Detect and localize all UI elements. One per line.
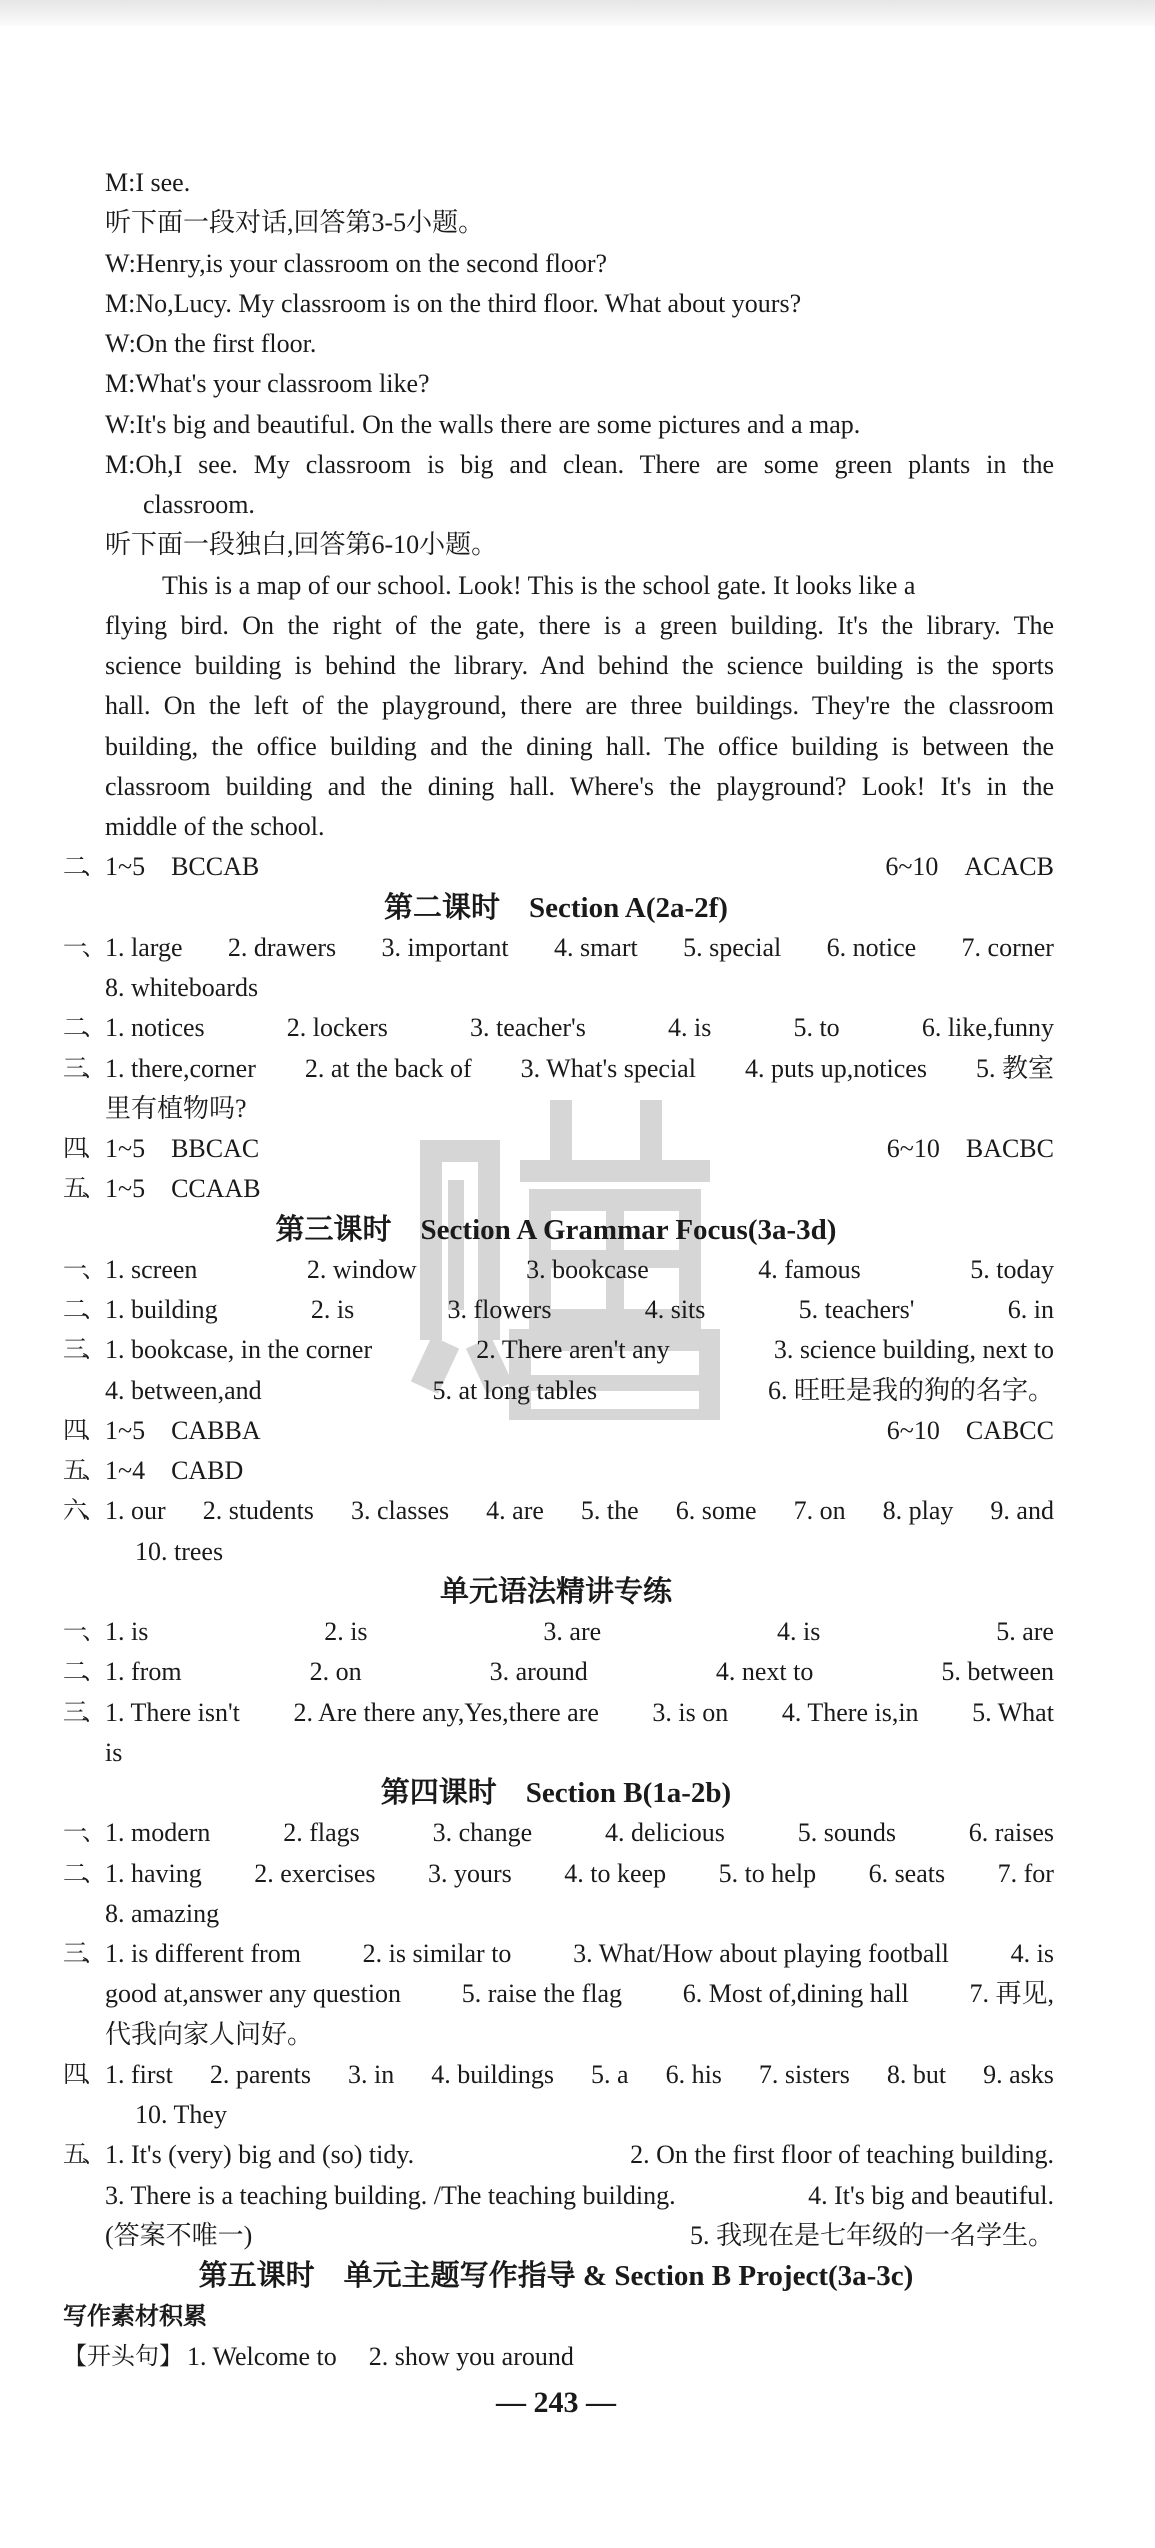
text-block xyxy=(143,485,1054,525)
text-line xyxy=(0,1491,1155,1531)
answer-item: 7. 再见, xyxy=(969,1979,1054,2009)
text-line xyxy=(0,646,1155,686)
question-number: 【开头句】 xyxy=(63,2343,183,2370)
text-block xyxy=(105,244,1054,284)
answer-item: 5. to help xyxy=(718,1858,817,1888)
answer-item: 1. notices xyxy=(105,1013,205,1043)
question-number: 二、 xyxy=(63,1297,101,1323)
section-heading: 第四课时 Section B(1a-2b) xyxy=(380,1777,732,1809)
answer-items xyxy=(105,847,1054,887)
text-line xyxy=(0,2216,1155,2256)
answer-items xyxy=(105,1411,1054,1451)
answer-item: 4. to keep xyxy=(564,1858,667,1888)
answer-item: 10. They xyxy=(135,2100,227,2129)
text-line xyxy=(0,1089,1155,1129)
text-content: 听下面一段独白,回答第6-10小题。 xyxy=(105,530,498,560)
text-content: 听下面一段对话,回答第3-5小题。 xyxy=(105,208,485,238)
answer-item: 4. is xyxy=(777,1617,821,1646)
answer-item: 3. bookcase xyxy=(526,1254,649,1284)
answer-item: 1. from xyxy=(105,1657,182,1687)
answer-item: 2. Are there any,Yes,there are xyxy=(293,1697,599,1727)
answer-item: 1~5 BCCAB xyxy=(105,852,260,882)
text-line xyxy=(0,445,1155,485)
section-heading: 第三课时 Section A Grammar Focus(3a-3d) xyxy=(275,1213,837,1246)
text-line xyxy=(0,928,1155,968)
answer-items xyxy=(105,2015,1054,2055)
text-line xyxy=(0,163,1155,203)
text-line xyxy=(0,2337,1155,2377)
question-number: 一、 xyxy=(63,1619,101,1645)
answer-items xyxy=(105,1974,1054,2014)
text-line xyxy=(0,1854,1155,1894)
question-number: 四、 xyxy=(63,1136,101,1162)
text-block xyxy=(105,686,1054,726)
answer-item: 3. yours xyxy=(428,1858,512,1888)
text-block xyxy=(105,525,1054,565)
answer-item: 4. is xyxy=(1010,1939,1054,1968)
answer-items xyxy=(105,1371,1054,1411)
text-line xyxy=(0,686,1155,726)
subsection-title: 写作素材积累 xyxy=(63,2302,207,2331)
paragraph-line: This is a map of our school. Look! This is the school gate. It looks like a xyxy=(162,570,916,600)
answer-item: 3. What's special xyxy=(520,1053,696,1083)
answer-item: 7. corner xyxy=(961,932,1054,962)
answer-items xyxy=(105,1652,1054,1692)
answer-item: 1. having xyxy=(105,1858,202,1888)
question-number: 一、 xyxy=(63,1820,101,1847)
answer-item: 2. drawers xyxy=(227,932,337,962)
answer-item: 6~10 ACACB xyxy=(885,852,1054,882)
answer-item: 1. screen xyxy=(105,1254,198,1284)
text-line xyxy=(0,1290,1155,1330)
text-line xyxy=(0,1612,1155,1652)
text-block xyxy=(105,445,1054,485)
answer-items xyxy=(105,928,1054,968)
answer-items xyxy=(105,1733,1054,1773)
answer-item: 1. there,corner xyxy=(105,1053,256,1083)
answer-item: 5. What xyxy=(972,1697,1054,1727)
text-line xyxy=(0,2296,1155,2336)
question-number: 五、 xyxy=(63,1176,101,1203)
answer-items xyxy=(105,1813,1054,1853)
text-content: M:What's your classroom like? xyxy=(105,369,430,399)
text-content: classroom building and the dining hall. Where's the playground? Look! It's in the xyxy=(105,771,1054,801)
answer-items xyxy=(105,1250,1054,1290)
answer-items xyxy=(105,2055,1054,2095)
answer-item: 代我向家人问好。 xyxy=(105,2019,314,2049)
text-content: building, the office building and the dining hall. The office building is between the xyxy=(105,731,1054,761)
answer-items xyxy=(135,2095,1054,2135)
text-line xyxy=(0,2015,1155,2055)
text-line xyxy=(0,2095,1155,2135)
answer-items xyxy=(63,2337,1054,2377)
text-content: middle of the school. xyxy=(105,812,325,841)
answer-item: 4. sits xyxy=(644,1295,706,1324)
text-content: science building is behind the library. And behind the science building is the sports xyxy=(105,651,1054,680)
answer-item: 5. raise the flag xyxy=(461,1979,623,2009)
text-block xyxy=(162,566,1054,606)
answer-item: 4. famous xyxy=(758,1254,861,1284)
answer-item: 2. at the back of xyxy=(304,1053,472,1083)
answer-item: 1. our xyxy=(105,1496,166,1526)
text-line xyxy=(0,807,1155,847)
answer-item: 2. exercises xyxy=(254,1858,376,1888)
text-line xyxy=(0,727,1155,767)
answer-items xyxy=(105,1693,1054,1733)
answer-item: 5. at long tables xyxy=(432,1375,598,1405)
text-line xyxy=(0,1572,1155,1612)
scan-top-shade xyxy=(0,0,1155,26)
text-line xyxy=(0,1733,1155,1773)
answer-items xyxy=(105,1854,1054,1894)
answer-item: 3. in xyxy=(347,2059,395,2089)
question-number: 二、 xyxy=(63,854,101,881)
text-content: W:It's big and beautiful. On the walls there are some pictures and a map. xyxy=(105,409,861,439)
answer-item: 7. on xyxy=(793,1496,846,1526)
text-line xyxy=(0,968,1155,1008)
answer-item: 1. modern xyxy=(105,1818,211,1848)
answer-item: 4. between,and xyxy=(105,1375,262,1405)
question-number: 四、 xyxy=(63,2061,101,2088)
answer-item: 5. are xyxy=(996,1617,1054,1646)
answer-item: 里有植物吗? xyxy=(105,1093,247,1123)
text-line xyxy=(0,767,1155,807)
text-content: classroom. xyxy=(143,490,255,519)
question-number: 五、 xyxy=(63,1458,101,1484)
question-number: 六、 xyxy=(63,1498,101,1525)
answer-item: 5. the xyxy=(580,1496,639,1526)
answer-item: 6. his xyxy=(665,2059,722,2089)
answer-item: 6. some xyxy=(675,1496,757,1526)
text-line xyxy=(0,1049,1155,1089)
text-content: W:Henry,is your classroom on the second floor? xyxy=(105,248,608,278)
section-heading: 单元语法精讲专练 xyxy=(439,1575,672,1608)
answer-item: (答案不唯一) xyxy=(105,2220,253,2250)
answer-item: 1. There isn't xyxy=(105,1697,240,1727)
answer-items xyxy=(105,968,1054,1008)
answer-items xyxy=(105,1330,1054,1370)
answer-item: 4. buildings xyxy=(431,2059,555,2089)
text-block xyxy=(105,646,1054,686)
answer-item: 2. is similar to xyxy=(362,1939,512,1968)
answer-item: 9. asks xyxy=(983,2059,1054,2089)
text-content: M:Oh,I see. My classroom is big and clean. There are some green plants in the xyxy=(105,449,1054,479)
answer-item: 3. There is a teaching building. /The teaching building. xyxy=(105,2180,676,2210)
answer-items xyxy=(105,1008,1054,1048)
text-line xyxy=(0,1451,1155,1491)
answer-items xyxy=(105,1049,1054,1089)
answer-item: 5. between xyxy=(941,1657,1054,1687)
text-block xyxy=(105,324,1054,364)
text-line xyxy=(0,2055,1155,2095)
text-line xyxy=(0,203,1155,243)
answer-item: 7. sisters xyxy=(758,2059,850,2089)
answer-item: 1. building xyxy=(105,1295,218,1324)
question-number: 一、 xyxy=(63,934,101,961)
answer-item: 3. change xyxy=(432,1818,533,1848)
answer-item: 4. next to xyxy=(715,1657,814,1687)
question-number: 四、 xyxy=(63,1417,101,1444)
answer-items xyxy=(105,1290,1054,1330)
answer-item: 5. teachers' xyxy=(798,1295,915,1324)
answer-items xyxy=(105,2135,1054,2175)
answer-item: 1~5 CCAAB xyxy=(105,1174,261,1204)
text-line xyxy=(0,1894,1155,1934)
question-number: 三、 xyxy=(63,1055,101,1082)
answer-item: 5. a xyxy=(591,2059,629,2089)
text-line xyxy=(0,244,1155,284)
text-line xyxy=(0,1008,1155,1048)
answer-item: 5. to xyxy=(793,1013,840,1043)
answer-item: 3. flowers xyxy=(447,1295,552,1324)
answer-item: is xyxy=(105,1737,123,1767)
answer-item: 9. and xyxy=(990,1496,1054,1526)
text-block xyxy=(105,284,1054,324)
question-number: 二、 xyxy=(63,1860,101,1887)
text-content: M:I see. xyxy=(105,168,191,197)
answer-item: 6. seats xyxy=(868,1858,946,1888)
text-line xyxy=(0,2176,1155,2216)
answer-item: 4. is xyxy=(667,1013,712,1043)
text-line xyxy=(0,1371,1155,1411)
text-line xyxy=(0,364,1155,404)
answer-item: 1~5 CABBA xyxy=(105,1415,261,1445)
answer-item-group xyxy=(187,2337,574,2377)
text-line xyxy=(0,1210,1155,1250)
answer-items xyxy=(105,1089,1054,1129)
answer-items xyxy=(105,2176,1054,2216)
answer-item: 5. 教室 xyxy=(975,1053,1054,1083)
answer-item: 6. in xyxy=(1007,1295,1054,1324)
answer-item: 2. window xyxy=(306,1254,417,1284)
answer-item: 4. are xyxy=(486,1496,544,1526)
text-block xyxy=(105,364,1054,404)
text-line xyxy=(0,1532,1155,1572)
answer-item: 1. Welcome to xyxy=(187,2341,337,2371)
text-line xyxy=(0,525,1155,565)
answer-item: 8. play xyxy=(882,1496,954,1526)
answer-item: 2. students xyxy=(202,1496,314,1526)
text-block xyxy=(105,606,1054,646)
answer-item: 2. is xyxy=(310,1295,355,1324)
text-line xyxy=(0,2256,1155,2296)
answer-item: 3. What/How about playing football xyxy=(573,1939,949,1968)
answer-item: 3. important xyxy=(381,932,509,962)
text-block xyxy=(105,807,1054,847)
text-block xyxy=(105,163,1054,203)
text-content: M:No,Lucy. My classroom is on the third floor. What about yours? xyxy=(105,288,802,318)
answer-item: 6~10 CABCC xyxy=(886,1415,1054,1445)
answer-item: 6. like,funny xyxy=(921,1013,1054,1043)
answer-items xyxy=(135,1532,1054,1572)
answer-items xyxy=(105,1491,1054,1531)
answer-item: 5. 我现在是七年级的一名学生。 xyxy=(689,2220,1054,2250)
answer-item: 1. first xyxy=(105,2059,173,2089)
text-block xyxy=(105,727,1054,767)
answer-item: 2. is xyxy=(324,1617,368,1646)
answer-key-content xyxy=(0,163,1155,2377)
answer-item: 5. today xyxy=(970,1254,1054,1284)
answer-item: 1. is xyxy=(105,1617,149,1646)
text-line xyxy=(0,1250,1155,1290)
answer-item: 1. bookcase, in the corner xyxy=(105,1335,373,1365)
answer-item: 2. on xyxy=(309,1657,362,1687)
answer-item: 7. for xyxy=(997,1858,1054,1888)
text-line xyxy=(0,1813,1155,1853)
answer-item: 2. show you around xyxy=(368,2341,574,2371)
answer-item: 8. amazing xyxy=(105,1898,220,1928)
text-line xyxy=(0,324,1155,364)
question-number: 一、 xyxy=(63,1256,101,1283)
answer-items xyxy=(105,1169,1054,1209)
answer-item: 2. On the first floor of teaching building. xyxy=(630,2140,1054,2170)
answer-item: 4. There is,in xyxy=(781,1697,919,1727)
question-number: 二、 xyxy=(63,1659,101,1686)
text-line xyxy=(0,1652,1155,1692)
text-content: W:On the first floor. xyxy=(105,329,317,358)
answer-item: 2. parents xyxy=(209,2059,311,2089)
question-number: 三、 xyxy=(63,1941,101,1967)
text-line xyxy=(0,888,1155,928)
answer-item: 3. classes xyxy=(350,1496,450,1526)
text-line xyxy=(0,2135,1155,2175)
text-block xyxy=(105,203,1054,243)
answer-item: 2. There aren't any xyxy=(476,1335,670,1365)
section-heading: 第二课时 Section A(2a-2f) xyxy=(384,891,728,924)
answer-item: 4. puts up,notices xyxy=(744,1053,927,1083)
answer-item: 2. flags xyxy=(283,1818,360,1848)
text-line xyxy=(0,1934,1155,1974)
answer-item: 8. but xyxy=(886,2059,947,2089)
answer-item: 4. It's big and beautiful. xyxy=(808,2180,1054,2210)
text-line xyxy=(0,405,1155,445)
text-line xyxy=(0,1129,1155,1169)
text-line xyxy=(0,566,1155,606)
text-line xyxy=(0,1330,1155,1370)
answer-items xyxy=(105,2216,1054,2256)
answer-item: 3. is on xyxy=(652,1697,729,1727)
answer-item: 1~5 BBCAC xyxy=(105,1134,260,1163)
answer-item: 2. lockers xyxy=(286,1013,388,1043)
text-block xyxy=(105,405,1054,445)
answer-items xyxy=(105,1129,1054,1169)
answer-item: 3. teacher's xyxy=(470,1013,586,1043)
answer-item: 6~10 BACBC xyxy=(886,1134,1054,1163)
answer-item: 6. 旺旺是我的狗的名字。 xyxy=(767,1375,1054,1405)
answer-item: 1. It's (very) big and (so) tidy. xyxy=(105,2140,415,2170)
text-line xyxy=(0,284,1155,324)
answer-item: 10. trees xyxy=(135,1536,224,1566)
answer-items xyxy=(105,1894,1054,1934)
text-line xyxy=(0,1974,1155,2014)
answer-item: 4. delicious xyxy=(605,1818,725,1848)
answer-item: 3. science building, next to xyxy=(773,1335,1054,1365)
text-block xyxy=(105,767,1054,807)
answer-item: 6. Most of,dining hall xyxy=(682,1979,909,2009)
answer-item: 1~4 CABD xyxy=(105,1456,244,1485)
answer-item: 3. around xyxy=(489,1657,588,1687)
answer-item: 1. large xyxy=(105,932,183,962)
text-line xyxy=(0,485,1155,525)
answer-item: 4. smart xyxy=(553,932,638,962)
answer-items xyxy=(105,1612,1054,1652)
text-line xyxy=(0,1169,1155,1209)
answer-item: good at,answer any question xyxy=(105,1979,402,2009)
answer-item: 6. raises xyxy=(968,1818,1054,1848)
question-number: 五、 xyxy=(63,2142,101,2169)
text-content: hall. On the left of the playground, there are three buildings. They're the classroom xyxy=(105,691,1054,721)
answer-item: 1. is different from xyxy=(105,1939,301,1968)
text-line xyxy=(0,847,1155,887)
text-line xyxy=(0,1773,1155,1813)
text-content: flying bird. On the right of the gate, there is a green building. It's the library. The xyxy=(105,610,1054,640)
answer-item: 5. sounds xyxy=(797,1818,896,1848)
answer-item: 6. notice xyxy=(826,932,917,962)
answer-item: 5. special xyxy=(683,932,782,962)
text-line xyxy=(0,606,1155,646)
question-number: 三、 xyxy=(63,1337,101,1364)
section-heading: 第五课时 单元主题写作指导 & Section B Project(3a-3c) xyxy=(198,2260,914,2292)
text-line xyxy=(0,1693,1155,1733)
text-line xyxy=(0,1411,1155,1451)
question-number: 三、 xyxy=(63,1699,101,1726)
answer-item: 3. are xyxy=(543,1617,602,1646)
answer-item: 8. whiteboards xyxy=(105,973,259,1002)
answer-items xyxy=(105,1451,1054,1491)
answer-items xyxy=(105,1934,1054,1974)
page-number: — 243 — xyxy=(496,2386,616,2419)
question-number: 二、 xyxy=(63,1015,101,1042)
